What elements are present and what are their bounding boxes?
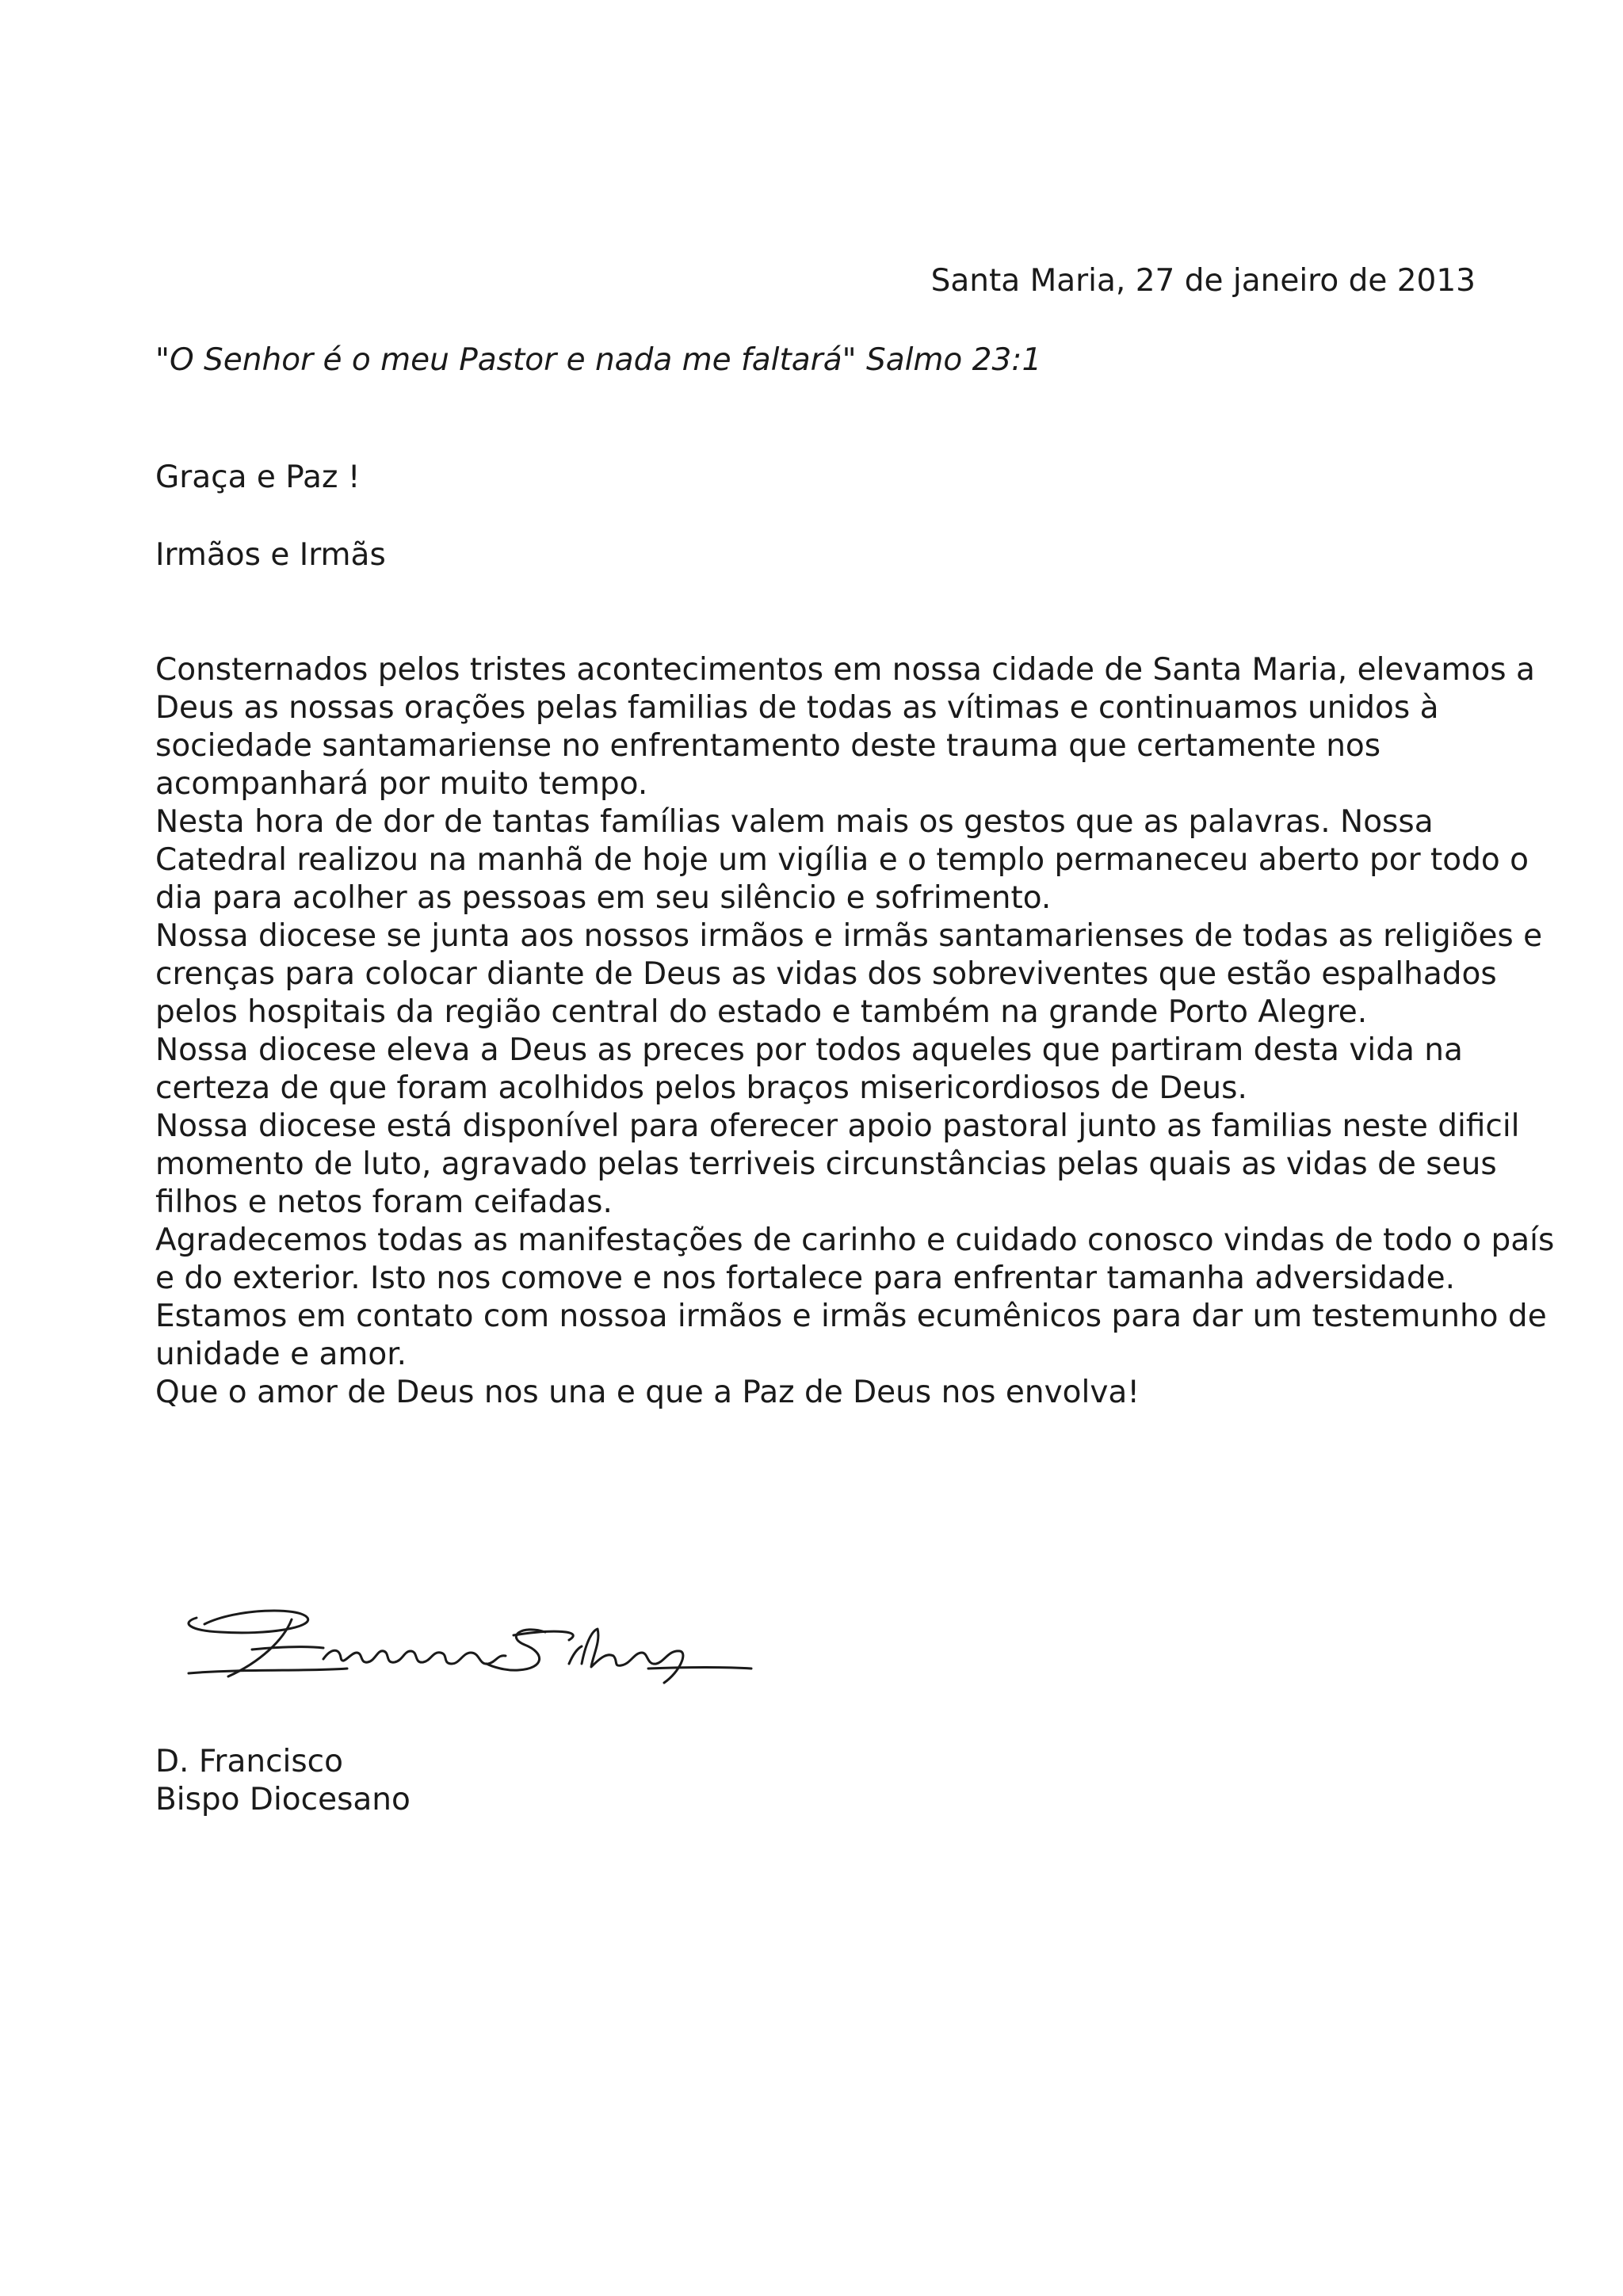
body-line: Nossa diocese eleva a Deus as preces por todos aqueles que partiram desta vida na: [155, 1032, 1463, 1068]
body-line: e do exterior. Isto nos comove e nos fortalece para enfrentar tamanha adversidade.: [155, 1261, 1455, 1296]
body-line: Nossa diocese se junta aos nossos irmãos e irmãs santamarienses de todas as religiões e: [155, 918, 1543, 954]
salutation: Graça e Paz !: [155, 460, 361, 495]
signer-block: [155, 1743, 411, 1819]
body-line: certeza de que foram acolhidos pelos braços misericordiosos de Deus.: [155, 1070, 1247, 1106]
body-line: Nossa diocese está disponível para oferecer apoio pastoral junto as familias neste dificil: [155, 1108, 1520, 1144]
body-line: Deus as nossas orações pelas familias de todas as vítimas e continuamos unidos à: [155, 690, 1439, 726]
letter-body: [155, 651, 1555, 1412]
signer-name: D. Francisco: [155, 1744, 343, 1779]
body-line: Consternados pelos tristes acontecimentos em nossa cidade de Santa Maria, elevamos a: [155, 652, 1535, 688]
body-line: crenças para colocar diante de Deus as vidas dos sobreviventes que estão espalhados: [155, 956, 1497, 992]
body-line: dia para acolher as pessoas em seu silêncio e sofrimento.: [155, 880, 1052, 916]
body-line: momento de luto, agravado pelas terriveis circunstâncias pelas quais as vidas de seus: [155, 1146, 1497, 1182]
body-line: sociedade santamariense no enfrentamento deste trauma que certamente nos: [155, 728, 1381, 764]
epigraph-quote: "O Senhor é o meu Pastor e nada me faltará" Salmo 23:1: [155, 342, 1042, 378]
date-line: Santa Maria, 27 de janeiro de 2013: [930, 263, 1476, 299]
body-line: pelos hospitais da região central do estado e também na grande Porto Alegre.: [155, 994, 1368, 1030]
body-line: acompanhará por muito tempo.: [155, 766, 648, 802]
addressee: Irmãos e Irmãs: [155, 537, 386, 573]
body-line: unidade e amor.: [155, 1337, 407, 1372]
body-line: Estamos em contato com nossoa irmãos e irmãs ecumênicos para dar um testemunho de: [155, 1299, 1547, 1334]
handwritten-signature: [173, 1600, 759, 1695]
body-line: Que o amor de Deus nos una e que a Paz de Deus nos envolva!: [155, 1375, 1140, 1410]
body-line: Catedral realizou na manhã de hoje um vigília e o templo permaneceu aberto por todo o: [155, 842, 1529, 878]
body-line: Agradecemos todas as manifestações de carinho e cuidado conosco vindas de todo o país: [155, 1222, 1555, 1258]
body-line: filhos e netos foram ceifadas.: [155, 1184, 613, 1220]
body-line: Nesta hora de dor de tantas famílias valem mais os gestos que as palavras. Nossa: [155, 804, 1434, 840]
signer-title: Bispo Diocesano: [155, 1782, 411, 1817]
